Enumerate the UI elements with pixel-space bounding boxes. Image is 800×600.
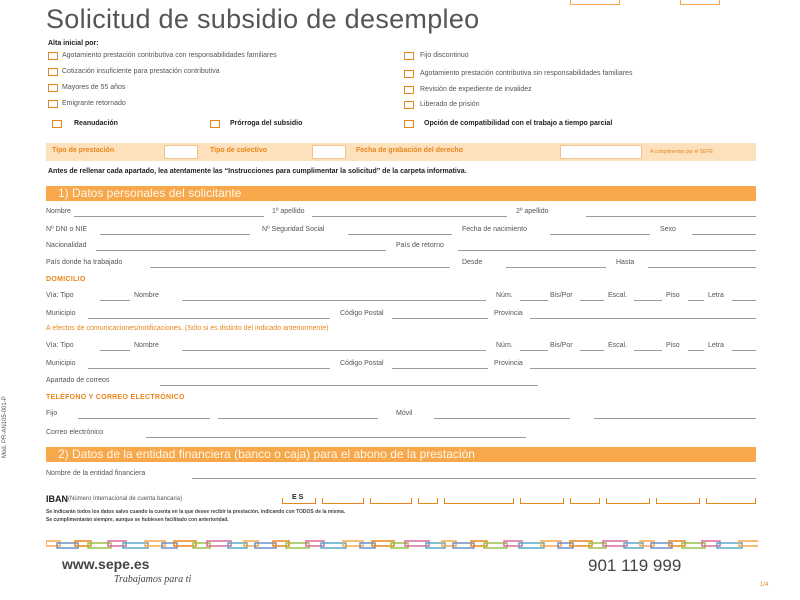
tel-heading: TELÉFONO Y CORREO ELECTRÓNICO: [46, 394, 185, 401]
provincia-label-2: Provincia: [494, 360, 523, 367]
page-number: 1/4: [760, 582, 769, 588]
movil-field[interactable]: [434, 418, 570, 419]
checkbox[interactable]: [404, 52, 414, 60]
option-label: Mayores de 55 años: [62, 84, 126, 91]
cp-field-2[interactable]: [392, 368, 488, 369]
tipo-prestacion-input[interactable]: [164, 145, 198, 159]
nacionalidad-label: Nacionalidad: [46, 242, 87, 249]
bis-label-2: Bis/Por: [550, 342, 573, 349]
apartado-field[interactable]: [160, 385, 538, 386]
tipo-prestacion-label: Tipo de prestación: [52, 147, 115, 154]
nombre-label: Nombre: [46, 208, 71, 215]
letra-label-2: Letra: [708, 342, 724, 349]
correo-field[interactable]: [146, 437, 526, 438]
iban-segment[interactable]: [418, 498, 438, 504]
piso-label-2: Piso: [666, 342, 680, 349]
iban-label: IBAN: [46, 494, 68, 504]
domicilio-heading: DOMICILIO: [46, 276, 86, 283]
apartado-label: Apartado de correos: [46, 377, 110, 384]
apellido2-field[interactable]: [586, 216, 756, 217]
cp-label-2: Código Postal: [340, 360, 384, 367]
tipo-colectivo-input[interactable]: [312, 145, 346, 159]
seg-social-label: Nº Seguridad Social: [262, 226, 325, 233]
num-label: Núm.: [496, 292, 513, 299]
nacionalidad-field[interactable]: [96, 250, 386, 251]
apellido1-field[interactable]: [312, 216, 507, 217]
provincia-label: Provincia: [494, 310, 523, 317]
entidad-label: Nombre de la entidad financiera: [46, 470, 146, 477]
via-nombre-label: Nombre: [134, 292, 159, 299]
fijo-field[interactable]: [78, 418, 210, 419]
checkbox[interactable]: [404, 70, 414, 78]
municipio-label: Municipio: [46, 310, 76, 317]
website-link[interactable]: www.sepe.es: [62, 556, 150, 572]
decorative-chain: [46, 538, 758, 552]
letra-field[interactable]: [732, 300, 756, 301]
pais-trabajado-label: País donde ha trabajado: [46, 259, 123, 266]
iban-segment[interactable]: [570, 498, 600, 504]
letra-field-2[interactable]: [732, 350, 756, 351]
checkbox[interactable]: [48, 84, 58, 92]
via-nombre-field[interactable]: [182, 300, 486, 301]
notif-heading: A efectos de comunicaciones/notificaciones. (Sólo si es distinto del indicado anteriormente): [46, 325, 329, 332]
sexo-field[interactable]: [692, 234, 756, 235]
iban-segment[interactable]: [370, 498, 412, 504]
piso-field[interactable]: [688, 300, 704, 301]
pais-trabajado-field[interactable]: [150, 267, 450, 268]
via-tipo-field[interactable]: [100, 300, 130, 301]
section2-title: 2) Datos de la entidad financiera (banco o caja) para el abono de la prestación: [58, 447, 475, 461]
pais-retorno-field[interactable]: [458, 250, 756, 251]
apellido1-label: 1º apellido: [272, 208, 305, 215]
fijo-label: Fijo: [46, 410, 58, 417]
option-label: Fijo discontinuo: [420, 52, 469, 59]
escal-field-2[interactable]: [634, 350, 662, 351]
bis-field[interactable]: [580, 300, 604, 301]
via-tipo-field-2[interactable]: [100, 350, 130, 351]
phone-number: 901 119 999: [588, 556, 682, 575]
fecha-nac-label: Fecha de nacimiento: [462, 226, 527, 233]
seg-social-field[interactable]: [348, 234, 452, 235]
top-box: [570, 0, 620, 5]
sexo-label: Sexo: [660, 226, 676, 233]
cp-label: Código Postal: [340, 310, 384, 317]
nombre-field[interactable]: [74, 216, 264, 217]
intro-note: Antes de rellenar cada apartado, lea atentamente las “Instrucciones para cumplimentar la solicitud” de la carpeta informativa.: [48, 168, 467, 175]
iban-note-2: Se cumplimentarán siempre, aunque se hubiesen facilitado con anterioridad.: [46, 517, 229, 523]
fecha-nac-field[interactable]: [550, 234, 650, 235]
municipio-field-2[interactable]: [88, 368, 330, 369]
checkbox[interactable]: [404, 101, 414, 109]
page-title: Solicitud de subsidio de desempleo: [46, 4, 480, 34]
iban-segment[interactable]: [322, 498, 364, 504]
iban-segment[interactable]: [706, 498, 756, 504]
desde-label: Desde: [462, 259, 483, 266]
checkbox[interactable]: [48, 68, 58, 76]
bis-field-2[interactable]: [580, 350, 604, 351]
option-label: Agotamiento prestación contributiva sin responsabilidades familiares: [420, 70, 633, 77]
iban-note-1: Se indicarán todos los datos salvo cuando la cuenta en la que desee recibir la prestación, indicando con TODOS de la misma.: [46, 509, 346, 515]
via-nombre-label-2: Nombre: [134, 342, 159, 349]
option-label: Agotamiento prestación contributiva con responsabilidades familiares: [62, 52, 277, 59]
checkbox[interactable]: [404, 86, 414, 94]
escal-label-2: Escal.: [608, 342, 628, 349]
side-code: Mod. PR-AN105-001-P: [2, 396, 8, 458]
municipio-label-2: Municipio: [46, 360, 76, 367]
checkbox[interactable]: [48, 52, 58, 60]
via-nombre-field-2[interactable]: [182, 350, 486, 351]
pais-retorno-label: País de retorno: [396, 242, 444, 249]
fecha-grabacion-label: Fecha de grabación del derecho: [356, 147, 463, 154]
option-label: Reanudación: [74, 120, 118, 127]
via-tipo-label-2: Vía: Tipo: [46, 342, 74, 349]
checkbox[interactable]: [404, 120, 414, 128]
option-label: Prórroga del subsidio: [230, 120, 303, 127]
option-label: Opción de compatibilidad con el trabajo a tiempo parcial: [424, 120, 613, 127]
checkbox[interactable]: [210, 120, 220, 128]
piso-field-2[interactable]: [688, 350, 704, 351]
dni-label: Nº DNI o NIE: [46, 226, 88, 233]
option-label: Revisión de expediente de invalidez: [420, 86, 532, 93]
provincia-field-2[interactable]: [530, 368, 756, 369]
provincia-field[interactable]: [530, 318, 756, 319]
option-label: Emigrante retornado: [62, 100, 126, 107]
slogan: Trabajamos para ti: [114, 574, 192, 585]
apellido2-label: 2º apellido: [516, 208, 549, 215]
iban-prefix: E S: [292, 494, 304, 501]
iban-segment[interactable]: [606, 498, 650, 504]
alta-heading: Alta inicial por:: [48, 40, 99, 47]
fecha-grabacion-input[interactable]: [560, 145, 642, 159]
entidad-field[interactable]: [192, 478, 756, 479]
escal-field[interactable]: [634, 300, 662, 301]
dni-field[interactable]: [100, 234, 250, 235]
piso-label: Piso: [666, 292, 680, 299]
iban-segment[interactable]: [282, 498, 316, 504]
iban-segment[interactable]: [656, 498, 700, 504]
option-label: Cotización insuficiente para prestación contributiva: [62, 68, 220, 75]
tipo-colectivo-label: Tipo de colectivo: [210, 147, 268, 154]
desde-field[interactable]: [506, 267, 606, 268]
municipio-field[interactable]: [88, 318, 330, 319]
section1-title: 1) Datos personales del solicitante: [58, 186, 242, 200]
via-tipo-label: Vía: Tipo: [46, 292, 74, 299]
escal-label: Escal.: [608, 292, 628, 299]
top-box: [680, 0, 720, 5]
a-cumplimentar-note: A cumplimentar por el SEPE: [650, 149, 714, 155]
hasta-field[interactable]: [648, 267, 756, 268]
fijo-field-extra[interactable]: [218, 418, 378, 419]
iban-segment[interactable]: [520, 498, 564, 504]
correo-label: Correo electrónico: [46, 429, 104, 436]
option-label: Liberado de prisión: [420, 101, 480, 108]
bis-label: Bis/Por: [550, 292, 573, 299]
hasta-label: Hasta: [616, 259, 635, 266]
letra-label: Letra: [708, 292, 724, 299]
checkbox[interactable]: [52, 120, 62, 128]
movil-label: Móvil: [396, 410, 413, 417]
movil-field-extra[interactable]: [594, 418, 756, 419]
iban-hint: (Número Internacional de cuenta bancaria): [68, 496, 183, 502]
num-field-2[interactable]: [520, 350, 548, 351]
checkbox[interactable]: [48, 100, 58, 108]
num-field[interactable]: [520, 300, 548, 301]
num-label-2: Núm.: [496, 342, 513, 349]
iban-segment[interactable]: [444, 498, 514, 504]
cp-field[interactable]: [392, 318, 488, 319]
